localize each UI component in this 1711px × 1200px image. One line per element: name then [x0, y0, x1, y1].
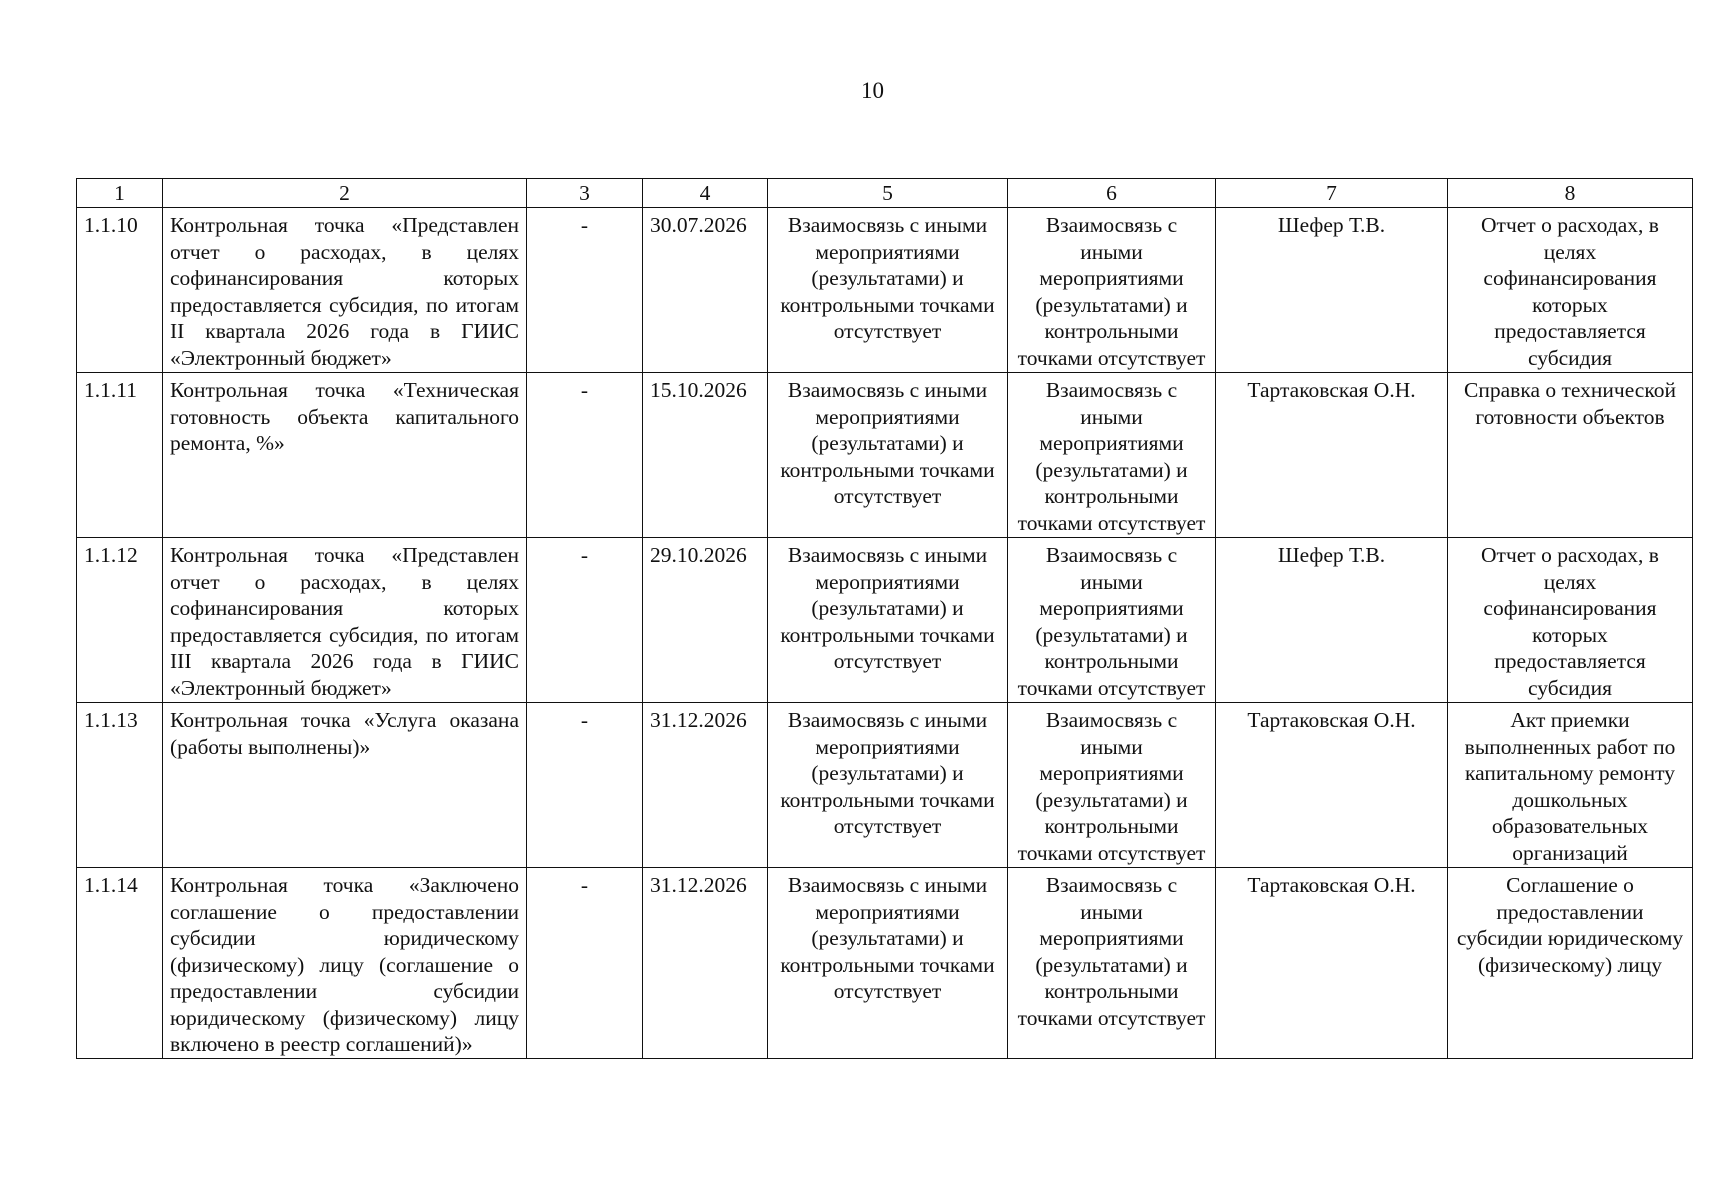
header-col-8: 8: [1448, 179, 1693, 208]
relation-col5: Взаимосвязь с иными мероприятиями (результатами) и контрольными точками отсутствует: [768, 538, 1008, 703]
confirming-document: Акт приемки выполненных работ по капитальному ремонту дошкольных образовательных организаций: [1448, 703, 1693, 868]
header-col-6: 6: [1008, 179, 1216, 208]
due-date: 29.10.2026: [643, 538, 768, 703]
control-point-name: Контрольная точка «Техническая готовность объекта капитального ремонта, %»: [163, 373, 527, 538]
header-col-2: 2: [163, 179, 527, 208]
header-col-5: 5: [768, 179, 1008, 208]
col3-value: -: [527, 373, 643, 538]
responsible-person: Тартаковская О.Н.: [1216, 373, 1448, 538]
due-date: 31.12.2026: [643, 868, 768, 1059]
table-row: [77, 703, 1693, 868]
control-point-name: Контрольная точка «Заключено соглашение о предоставлении субсидии юридическому (физическому) лицу (соглашение о предоставлении субсидии юридическому (физическому) лицу включено в реестр соглашений)»: [163, 868, 527, 1059]
table-row: [77, 868, 1693, 1059]
row-number: 1.1.10: [77, 208, 163, 373]
table-row: [77, 208, 1693, 373]
control-points-table: [76, 178, 1693, 1059]
header-col-7: 7: [1216, 179, 1448, 208]
row-number: 1.1.13: [77, 703, 163, 868]
relation-col6: Взаимосвязь с иными мероприятиями (результатами) и контрольными точками отсутствует: [1008, 538, 1216, 703]
due-date: 31.12.2026: [643, 703, 768, 868]
control-point-name: Контрольная точка «Представлен отчет о расходах, в целях софинансирования которых предоставляется субсидия, по итогам II квартала 2026 года в ГИИС «Электронный бюджет»: [163, 208, 527, 373]
header-row: [77, 179, 1693, 208]
col3-value: -: [527, 538, 643, 703]
table-row: [77, 538, 1693, 703]
page-number: 10: [861, 78, 884, 103]
header-col-3: 3: [527, 179, 643, 208]
relation-col6: Взаимосвязь с иными мероприятиями (результатами) и контрольными точками отсутствует: [1008, 208, 1216, 373]
responsible-person: Шефер Т.В.: [1216, 538, 1448, 703]
relation-col6: Взаимосвязь с иными мероприятиями (результатами) и контрольными точками отсутствует: [1008, 703, 1216, 868]
header-col-1: 1: [77, 179, 163, 208]
row-number: 1.1.12: [77, 538, 163, 703]
relation-col5: Взаимосвязь с иными мероприятиями (результатами) и контрольными точками отсутствует: [768, 868, 1008, 1059]
confirming-document: Отчет о расходах, в целях софинансирования которых предоставляется субсидия: [1448, 538, 1693, 703]
responsible-person: Тартаковская О.Н.: [1216, 868, 1448, 1059]
relation-col5: Взаимосвязь с иными мероприятиями (результатами) и контрольными точками отсутствует: [768, 208, 1008, 373]
control-point-name: Контрольная точка «Представлен отчет о расходах, в целях софинансирования которых предоставляется субсидия, по итогам III квартала 2026 года в ГИИС «Электронный бюджет»: [163, 538, 527, 703]
relation-col5: Взаимосвязь с иными мероприятиями (результатами) и контрольными точками отсутствует: [768, 373, 1008, 538]
confirming-document: Соглашение о предоставлении субсидии юридическому (физическому) лицу: [1448, 868, 1693, 1059]
responsible-person: Тартаковская О.Н.: [1216, 703, 1448, 868]
col3-value: -: [527, 208, 643, 373]
due-date: 15.10.2026: [643, 373, 768, 538]
row-number: 1.1.14: [77, 868, 163, 1059]
confirming-document: Справка о технической готовности объектов: [1448, 373, 1693, 538]
col3-value: -: [527, 703, 643, 868]
row-number: 1.1.11: [77, 373, 163, 538]
control-point-name: Контрольная точка «Услуга оказана (работы выполнены)»: [163, 703, 527, 868]
relation-col6: Взаимосвязь с иными мероприятиями (результатами) и контрольными точками отсутствует: [1008, 373, 1216, 538]
header-col-4: 4: [643, 179, 768, 208]
confirming-document: Отчет о расходах, в целях софинансирования которых предоставляется субсидия: [1448, 208, 1693, 373]
relation-col5: Взаимосвязь с иными мероприятиями (результатами) и контрольными точками отсутствует: [768, 703, 1008, 868]
responsible-person: Шефер Т.В.: [1216, 208, 1448, 373]
table-row: [77, 373, 1693, 538]
relation-col6: Взаимосвязь с иными мероприятиями (результатами) и контрольными точками отсутствует: [1008, 868, 1216, 1059]
col3-value: -: [527, 868, 643, 1059]
due-date: 30.07.2026: [643, 208, 768, 373]
